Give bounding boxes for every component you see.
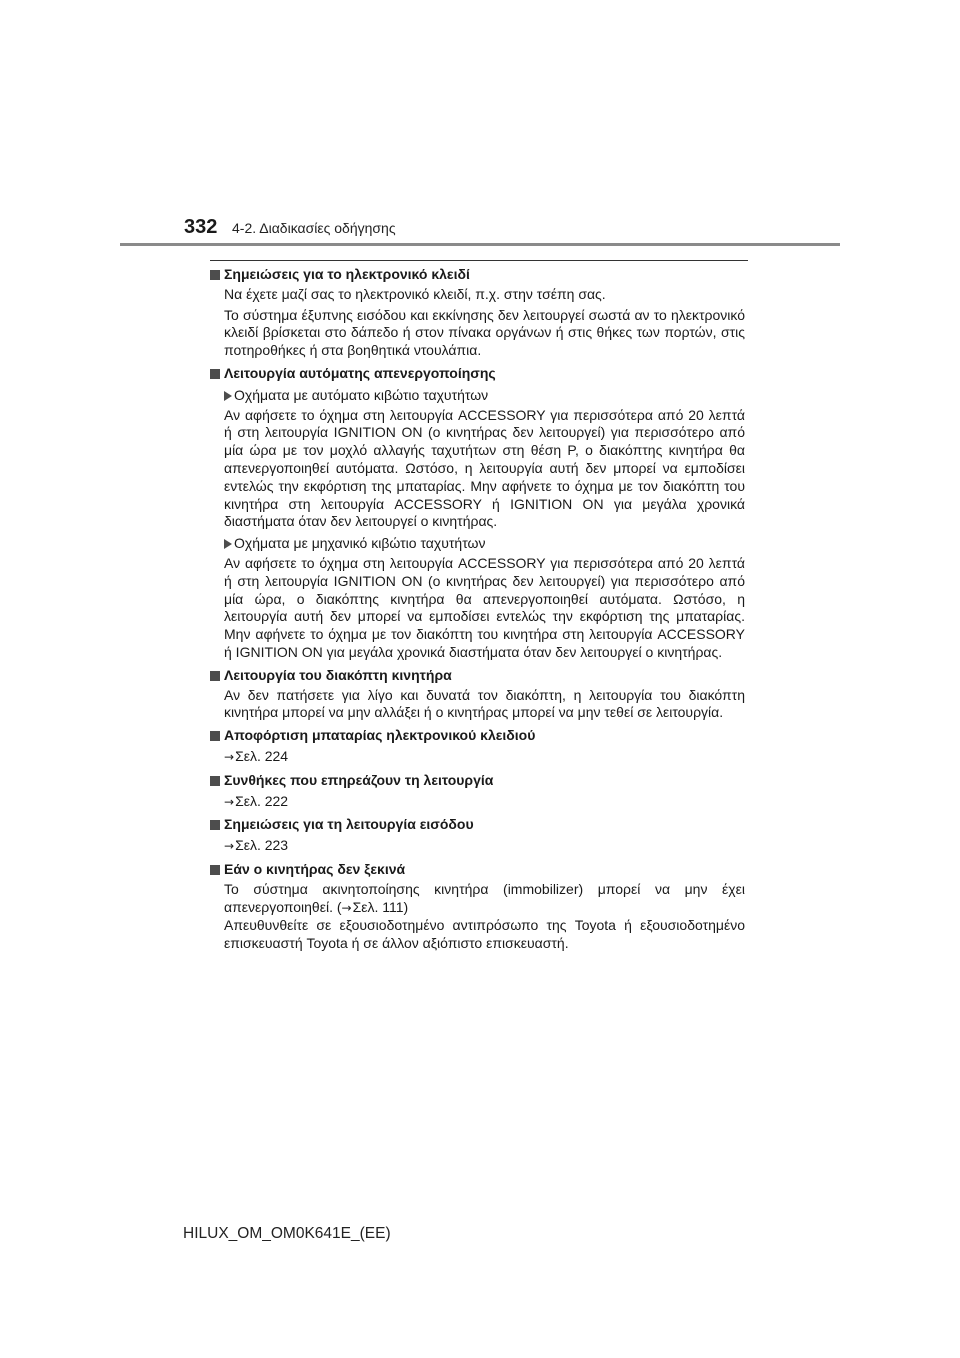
section-electronic-key-notes: [210, 266, 745, 360]
paragraph: Αν δεν πατήσετε για λίγο και δυνατά τον διακόπτη, η λειτουργία του διακόπτη κινητήρα μπορεί να μην αλλάξει ή ο κινητήρας μπορεί να μην τεθεί σε λειτουργία.: [224, 686, 745, 721]
subsection-title: [210, 535, 745, 553]
paragraph: Το σύστημα έξυπνης εισόδου και εκκίνησης δεν λειτουργεί σωστά αν το ηλεκτρονικό κλειδί βρίσκεται στο δάπεδο ή στον πίνακα οργάνων ή στις θήκες των πορτών, στις ποτηροθήκες ή στα βοηθητικά ντουλάπια.: [224, 306, 745, 359]
paragraph: [224, 881, 745, 918]
section-body: [210, 286, 745, 360]
square-bullet-icon: [210, 270, 220, 280]
section-heading: [210, 727, 745, 745]
page-reference: [210, 837, 745, 856]
section-engine-does-not-start: [210, 861, 745, 953]
heading-text: Λειτουργία αυτόματης απενεργοποίησης: [224, 364, 496, 381]
heading-text: Συνθήκες που επηρεάζουν τη λειτουργία: [224, 771, 494, 788]
arrow-icon: →: [224, 749, 235, 764]
page-reference: [210, 748, 745, 767]
section-body: [210, 687, 745, 723]
heading-text: Λειτουργία του διακόπτη κινητήρα: [224, 666, 452, 683]
section-heading: [210, 816, 745, 834]
page-link[interactable]: Σελ. 223: [235, 837, 289, 854]
square-bullet-icon: [210, 671, 220, 681]
content: [210, 266, 745, 958]
section-key-battery-depletion: [210, 727, 745, 767]
subsection-title-text: Οχήματα με μηχανικό κιβώτιο ταχυτήτων: [234, 535, 486, 552]
page-link[interactable]: Σελ. 222: [235, 792, 289, 809]
section-heading: [210, 772, 745, 790]
content-rule: [210, 260, 748, 261]
heading-text: Σημειώσεις για τη λειτουργία εισόδου: [224, 816, 474, 833]
heading-text: Αποφόρτιση μπαταρίας ηλεκτρονικού κλειδιού: [224, 727, 536, 744]
paragraph-text: Το σύστημα ακινητοποίησης κινητήρα (immobilizer) μπορεί να μην έχει απενεργοποιηθεί. (: [224, 880, 745, 915]
section-engine-switch-operation: [210, 667, 745, 722]
section-heading: [210, 266, 745, 284]
arrow-icon: →: [224, 794, 235, 809]
section-body: [210, 407, 745, 532]
page-link[interactable]: Σελ. 111: [352, 898, 404, 915]
triangle-bullet-icon: [224, 391, 232, 401]
section-heading: [210, 365, 745, 383]
section-heading: [210, 667, 745, 685]
paragraph-text: ): [403, 898, 409, 915]
paragraph: Απευθυνθείτε σε εξουσιοδοτημένο αντιπρόσωπο της Toyota ή εξουσιοδοτημένο επισκευαστή Toyota ή σε άλλον αξιόπιστο επισκευαστή.: [224, 917, 745, 952]
section-body: [210, 881, 745, 953]
square-bullet-icon: [210, 776, 220, 786]
square-bullet-icon: [210, 731, 220, 741]
footer-doc-code: HILUX_OM_OM0K641E_(EE): [183, 1225, 391, 1242]
subsection-title: [210, 387, 745, 405]
heading-text: Εάν ο κινητήρας δεν ξεκινά: [224, 860, 406, 877]
section-auto-power-off: [210, 365, 745, 662]
section-operating-conditions: [210, 772, 745, 812]
subsection-title-text: Οχήματα με αυτόματο κιβώτιο ταχυτήτων: [234, 386, 489, 403]
section-entry-function-notes: [210, 816, 745, 856]
page-number: 332: [184, 216, 218, 238]
triangle-bullet-icon: [224, 539, 232, 549]
paragraph: Αν αφήσετε το όχημα στη λειτουργία ACCESSORY για περισσότερα από 20 λεπτά ή στη λειτουργία IGNITION ON (ο κινητήρας δεν λειτουργεί) για περισσότερο από μία ώρα, ο διακόπτης κινητήρα θα απενεργοποιηθεί αυτόματα. Ωστόσο, η λειτουργία αυτή δεν μπορεί να εμποδίσει εντελώς την εκφόρτιση της μπαταρίας. Μην αφήνετε το όχημα με τον διακόπτη του κινητήρα στη λειτουργία ACCESSORY ή IGNITION ON για μεγάλα χρονικά διαστήματα όταν δεν λειτουργεί ο κινητήρας.: [224, 554, 745, 660]
section-heading: [210, 861, 745, 879]
square-bullet-icon: [210, 369, 220, 379]
square-bullet-icon: [210, 865, 220, 875]
paragraph: Να έχετε μαζί σας το ηλεκτρονικό κλειδί, π.χ. στην τσέπη σας.: [224, 285, 606, 302]
square-bullet-icon: [210, 820, 220, 830]
heading-text: Σημειώσεις για το ηλεκτρονικό κλειδί: [224, 266, 470, 282]
arrow-icon: →: [341, 900, 352, 915]
arrow-icon: →: [224, 839, 235, 854]
page-reference: [210, 793, 745, 812]
section-body: [210, 555, 745, 662]
paragraph: Αν αφήσετε το όχημα στη λειτουργία ACCESSORY για περισσότερα από 20 λεπτά ή στη λειτουργία IGNITION ON (ο κινητήρας δεν λειτουργεί) για περισσότερο από μία ώρα με τον μοχλό αλλαγής ταχυτήτων στη θέση P, ο διακόπτης κινητήρα θα απενεργοποιηθεί αυτόματα. Ωστόσο, η λειτουργία αυτή δεν μπορεί να εμποδίσει εντελώς την εκφόρτιση της μπαταρίας. Μην αφήνετε το όχημα με τον διακόπτη του κινητήρα στη λειτουργία ACCESSORY ή IGNITION ON για μεγάλα χρονικά διαστήματα όταν δεν λειτουργεί ο κινητήρας.: [224, 406, 745, 530]
header-rule: [120, 243, 840, 246]
page-link[interactable]: Σελ. 224: [235, 747, 289, 764]
section-title: 4-2. Διαδικασίες οδήγησης: [232, 220, 396, 236]
